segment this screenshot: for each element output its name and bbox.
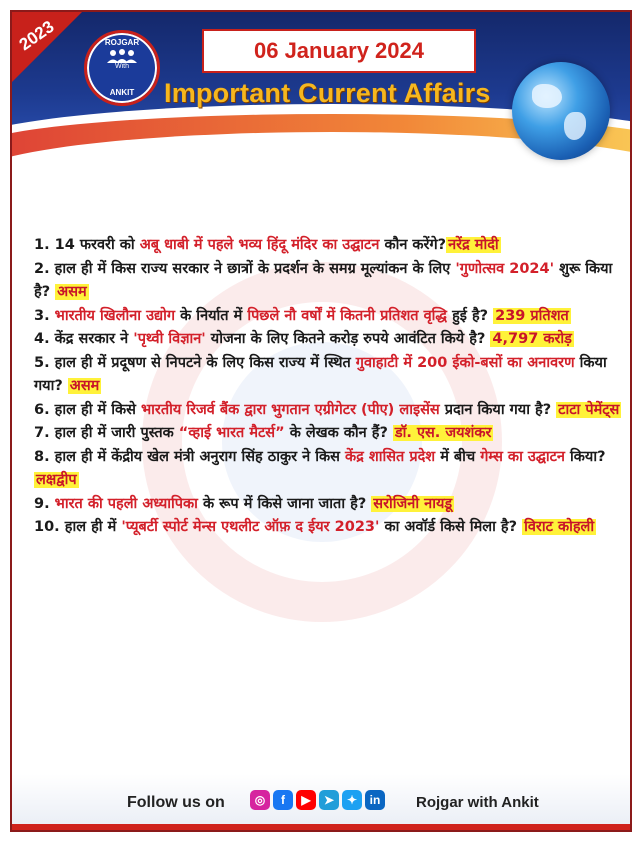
- globe-icon: [512, 62, 610, 160]
- people-icon: [104, 49, 140, 63]
- question-text: 14 फरवरी को: [54, 237, 140, 253]
- question-text: के निर्यात में: [175, 307, 248, 324]
- highlight-text: केंद्र शासित प्रदेश: [344, 448, 436, 465]
- question-text: हाल ही में किसे: [54, 401, 141, 418]
- question-item: [34, 258, 626, 305]
- page-frame: [10, 10, 632, 832]
- question-text: शुरू किया है?: [34, 260, 613, 300]
- highlight-text: भारत की पहली अध्यापिका: [54, 495, 198, 512]
- question-text: किया गया?: [34, 354, 607, 394]
- question-number: 5.: [34, 354, 55, 371]
- question-text: में बीच: [435, 448, 481, 465]
- question-number: 10.: [34, 519, 65, 535]
- highlight-text: भारतीय रिजर्व बैंक द्वारा भुगतान एग्रीगेटर (पीए) लाइसेंस: [140, 401, 440, 418]
- year-text: 2023: [15, 16, 58, 55]
- question-number: 9.: [34, 495, 55, 512]
- highlight-text: पिछले नौ वर्षों में कितनी प्रतिशत वृद्धि: [247, 307, 448, 324]
- logo-with-text: With: [115, 63, 129, 70]
- question-text: का अवॉर्ड किसे मिला है?: [379, 519, 523, 535]
- answer-text: 4,797 करोड़: [492, 331, 572, 347]
- question-item: [34, 446, 626, 493]
- question-text: किया?: [564, 448, 606, 465]
- answer-text: विराट कोहली: [524, 519, 595, 535]
- instagram-icon[interactable]: ◎: [250, 790, 270, 810]
- question-text: योजना के लिए कितने करोड़ रुपये आवंटित किये है?: [205, 331, 491, 347]
- question-item: [34, 352, 626, 399]
- page-title: Important Current Affairs: [164, 78, 491, 108]
- answer-text: टाटा पेमेंट्स: [558, 401, 620, 418]
- question-item: [34, 493, 626, 517]
- question-item: [34, 328, 626, 352]
- date-label: 06 January 2024: [202, 29, 476, 73]
- highlight-text: 'पृथ्वी विज्ञान': [133, 331, 206, 347]
- question-item: [34, 305, 626, 329]
- question-text: हाल ही में प्रदूषण से निपटने के लिए किस राज्य में स्थित: [54, 354, 356, 371]
- answer-text: नरेंद्र मोदी: [448, 237, 499, 253]
- question-item: [34, 516, 626, 540]
- highlight-text: गेम्स का उद्घाटन: [480, 448, 565, 465]
- channel-handle: Rojgar with Ankit: [416, 794, 539, 811]
- question-item: [34, 234, 626, 258]
- question-text: केंद्र सरकार ने: [54, 331, 134, 347]
- highlight-text: अबू धाबी में पहले भव्य हिंदू मंदिर का उद्घाटन: [139, 237, 380, 253]
- question-text: हाल ही में किस राज्य सरकार ने छात्रों के प्रदर्शन के समग्र मूल्यांकन के लिए: [54, 260, 456, 277]
- answer-text: लक्षद्वीप: [36, 472, 77, 488]
- highlight-text: 'गुणोत्सव 2024': [455, 260, 555, 277]
- question-number: 3.: [34, 307, 55, 324]
- answer-text: 239 प्रतिशत: [495, 307, 569, 324]
- footer-bar: [12, 824, 630, 830]
- facebook-icon[interactable]: f: [273, 790, 293, 810]
- logo-bottom-text: ANKIT: [109, 88, 135, 97]
- question-number: 8.: [34, 448, 55, 465]
- linkedin-icon[interactable]: in: [365, 790, 385, 810]
- highlight-text: गुवाहाटी में 200 ईको-बसों का अनावरण: [355, 354, 575, 371]
- question-item: [34, 422, 626, 446]
- question-number: 6.: [34, 401, 55, 418]
- answer-text: असम: [69, 378, 100, 394]
- social-icons: [250, 790, 385, 810]
- question-item: [34, 399, 626, 423]
- rojgar-logo: [84, 30, 160, 106]
- question-text: हाल ही में: [64, 519, 122, 535]
- question-text: हाल ही में जारी पुस्तक: [54, 425, 179, 441]
- question-text: के लेखक कौन हैं?: [284, 425, 393, 441]
- twitter-icon[interactable]: ✦: [342, 790, 362, 810]
- logo-top-text: ROJGAR: [104, 38, 140, 47]
- footer: [12, 774, 630, 830]
- question-text: हुई है?: [447, 307, 494, 324]
- question-text: हाल ही में केंद्रीय खेल मंत्री अनुराग सिंह ठाकुर ने किस: [54, 448, 345, 465]
- question-number: 7.: [34, 425, 55, 441]
- question-text: के रूप में किसे जाना जाता है?: [197, 495, 372, 512]
- highlight-text: भारतीय खिलौना उद्योग: [54, 307, 176, 324]
- question-number: 1.: [34, 237, 55, 253]
- question-list: [34, 234, 626, 540]
- question-number: 4.: [34, 331, 55, 347]
- question-text: प्रदान किया गया है?: [439, 401, 557, 418]
- youtube-icon[interactable]: ▶: [296, 790, 316, 810]
- highlight-text: 'प्यूबर्टी स्पोर्ट मेन्स एथलीट ऑफ़ द ईयर 2023': [121, 519, 380, 535]
- follow-label: Follow us on: [127, 794, 225, 811]
- question-number: 2.: [34, 260, 55, 277]
- answer-text: डॉ. एस. जयशंकर: [394, 425, 492, 441]
- answer-text: सरोजिनी नायडू: [373, 495, 453, 512]
- question-text: कौन करेंगे?: [379, 237, 447, 253]
- highlight-text: “व्हाई भारत मैटर्स”: [178, 425, 285, 441]
- answer-text: असम: [57, 284, 87, 300]
- telegram-icon[interactable]: ➤: [319, 790, 339, 810]
